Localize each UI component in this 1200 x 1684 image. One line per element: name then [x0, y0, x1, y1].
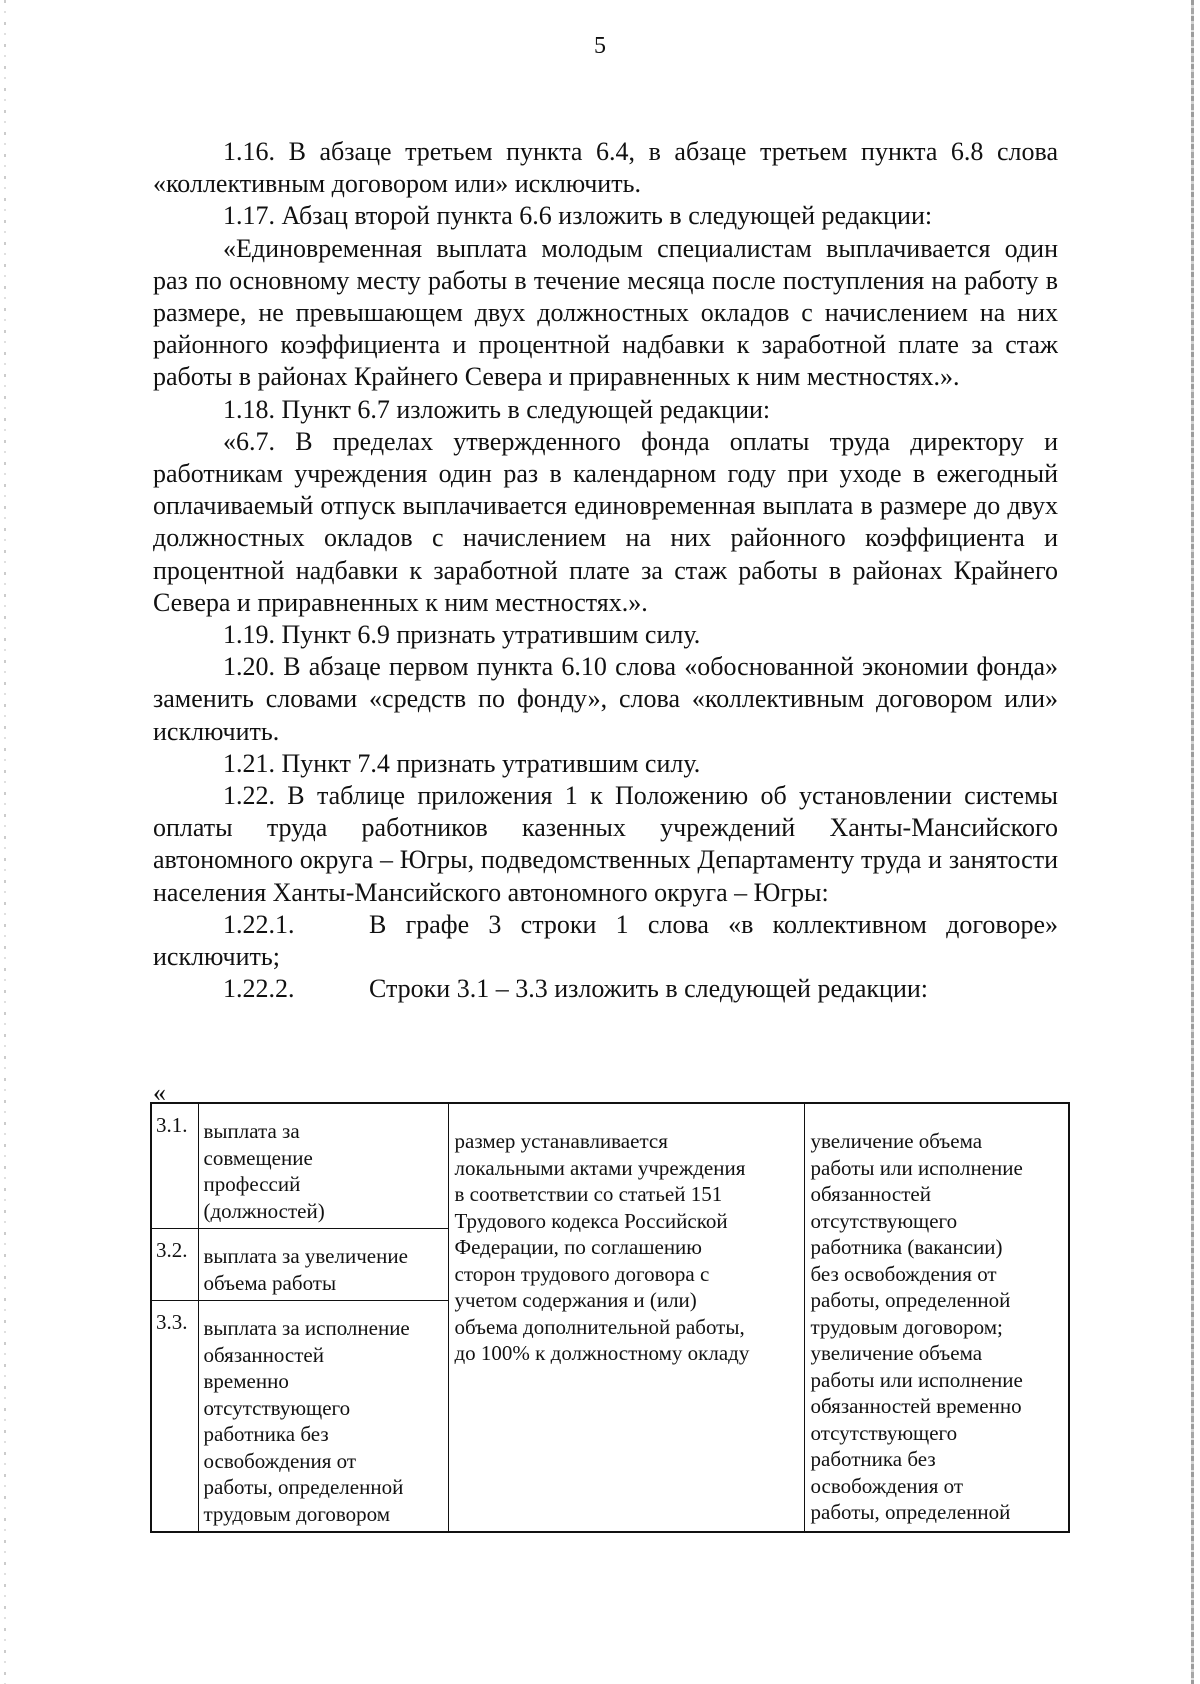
description-line: Трудового кодекса Российской: [454, 1208, 728, 1233]
conditions-line: отсутствующего: [810, 1208, 958, 1233]
conditions-line: работы, определенной: [810, 1288, 1011, 1312]
paragraph-1-19: 1.19. Пункт 6.9 признать утратившим силу.: [223, 620, 701, 650]
conditions-line: работы или исполнение: [810, 1367, 1023, 1392]
payment-size-description: [448, 1103, 804, 1532]
description-line: Федерации, по соглашению: [454, 1235, 702, 1259]
payment-name-line: работника без: [203, 1422, 329, 1446]
table-opening-quote: «: [153, 1078, 166, 1107]
paragraph-1-22-2-number: 1.22.2.: [223, 974, 295, 1004]
payment-name-line: выплата за увеличение: [203, 1244, 408, 1268]
payment-name-line: отсутствующего: [203, 1395, 351, 1420]
page-number: 5: [594, 33, 606, 59]
row-number: 3.2.: [151, 1229, 198, 1301]
conditions-line: увеличение объема: [810, 1341, 983, 1365]
conditions-line: трудовым договором;: [810, 1314, 1003, 1339]
conditions-line: без освобождения от: [810, 1261, 997, 1286]
conditions-line: освобождения от: [810, 1473, 964, 1498]
conditions-line: работника (вакансии): [810, 1235, 1003, 1259]
paragraph-1-21: 1.21. Пункт 7.4 признать утратившим силу.: [223, 748, 701, 778]
row-number: 3.1.: [151, 1103, 198, 1229]
description-line: объема дополнительной работы,: [454, 1314, 745, 1339]
paragraph-1-16: 1.16. В абзаце третьем пункта 6.4, в абзаце третьем пункта 6.8 слова «коллективным договором или» исключить.: [153, 137, 1058, 199]
document-body: [153, 136, 1058, 1005]
description-line: в соответствии со статьей 151: [454, 1182, 723, 1206]
description-line: до 100% к должностному окладу: [454, 1341, 750, 1365]
payment-name-line: выплата за: [203, 1119, 300, 1143]
paragraph-1-22-1-number: 1.22.1.: [223, 909, 295, 939]
paragraph-1-22-2: [153, 973, 1058, 1005]
paragraph-1-22-1: [153, 909, 1058, 941]
row-number: 3.3.: [151, 1301, 198, 1533]
conditions-line: отсутствующего: [810, 1420, 958, 1445]
paragraph-1-20: 1.20. В абзаце первом пункта 6.10 слова «обоснованной экономии фонда» заменить словами «средств по фонду», слова «коллективным договором или» исключить.: [153, 652, 1058, 746]
paragraph-1-22-1-tail: исключить;: [153, 942, 280, 972]
paragraph-1-17-quote: «Единовременная выплата молодым специалистам выплачивается один раз по основному месту работы в течение месяца после поступления на работу в размере, не превышающем двух должностных окладов с начислением на них районного коэффициента и процентной надбавки к заработной плате за стаж работы в районах Крайнего Севера и приравненных к ним местностях.».: [153, 233, 1058, 392]
payment-name-line: освобождения от: [203, 1448, 357, 1473]
payments-table: [150, 1102, 1070, 1533]
payment-name-line: выплата за исполнение: [203, 1316, 410, 1340]
scan-edge-left: [4, 0, 6, 1684]
description-line: учетом содержания и (или): [454, 1288, 697, 1312]
paragraph-1-18: 1.18. Пункт 6.7 изложить в следующей редакции:: [223, 394, 771, 424]
conditions-line: обязанностей: [810, 1182, 931, 1206]
payment-name-line: объема работы: [203, 1270, 337, 1295]
payment-name: [198, 1229, 448, 1301]
paragraph-1-22-2-text: Строки 3.1 – 3.3 изложить в следующей редакции:: [369, 974, 929, 1004]
payment-name-line: работы, определенной: [203, 1475, 404, 1499]
payment-name-line: временно: [203, 1369, 289, 1393]
conditions-line: работника без: [810, 1447, 936, 1471]
description-line: размер устанавливается: [454, 1129, 668, 1153]
payment-name: [198, 1103, 448, 1229]
payment-name: [198, 1301, 448, 1533]
paragraph-1-22: 1.22. В таблице приложения 1 к Положению об установлении системы оплаты труда работников казенных учреждений Ханты-Мансийского автономного округа – Югры, подведомственных Департаменту труда и занятости населения Ханты-Мансийского автономного округа – Югры:: [153, 781, 1058, 907]
paragraph-1-18-quote: «6.7. В пределах утвержденного фонда оплаты труда директору и работникам учреждения один раз в календарном году при уходе в ежегодный оплачиваемый отпуск выплачивается единовременная выплата в размере до двух должностных окладов с начислением на них районного коэффициента и процентной надбавки к заработной плате за стаж работы в районах Крайнего Севера и приравненных к ним местностях.».: [153, 426, 1058, 617]
scan-edge-right: [1191, 0, 1194, 1684]
description-line: сторон трудового договора с: [454, 1261, 710, 1286]
payment-name-line: (должностей): [203, 1198, 325, 1223]
paragraph-1-17: 1.17. Абзац второй пункта 6.6 изложить в следующей редакции:: [223, 201, 933, 231]
payment-name-line: трудовым договором: [203, 1501, 391, 1526]
table-row: [151, 1103, 1069, 1229]
description-line: локальными актами учреждения: [454, 1155, 746, 1180]
conditions-line: увеличение объема: [810, 1129, 983, 1153]
payment-name-line: обязанностей: [203, 1342, 324, 1367]
conditions-line: работы или исполнение: [810, 1155, 1023, 1180]
conditions-line: работы, определенной: [810, 1500, 1011, 1524]
paragraph-1-22-1-text: В графе 3 строки 1 слова «в коллективном договоре»: [369, 909, 1058, 939]
payment-name-line: совмещение: [203, 1145, 313, 1170]
payment-name-line: профессий: [203, 1172, 301, 1196]
payment-conditions: [804, 1103, 1069, 1532]
conditions-line: обязанностей временно: [810, 1394, 1022, 1418]
